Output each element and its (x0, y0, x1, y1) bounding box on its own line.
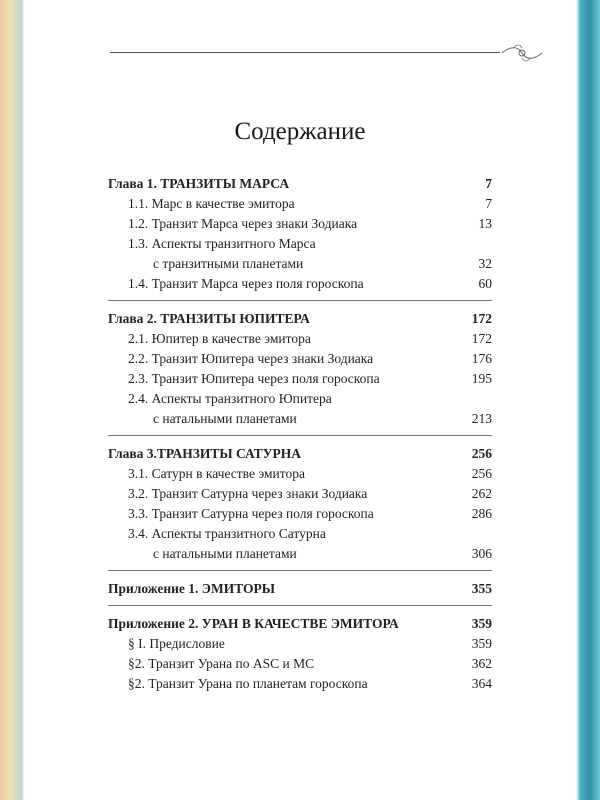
entry-page-number: 286 (471, 506, 492, 521)
entry-title (108, 654, 452, 674)
chapter-title: Глава 1. ТРАНЗИТЫ МАРСА (108, 176, 290, 191)
entry-page-number: 256 (471, 466, 492, 481)
floral-ornament-icon (500, 42, 544, 64)
section-divider (108, 570, 492, 571)
entry-page-number: 359 (471, 636, 492, 651)
entry-title-line: с натальными планетами (153, 411, 297, 426)
toc-entry-row[interactable] (108, 504, 492, 524)
entry-page-number: 195 (471, 371, 492, 386)
entry-title-line: 3.3. Транзит Сатурна через поля гороскопа (128, 506, 374, 521)
entry-title (108, 234, 452, 274)
entry-title (108, 634, 452, 654)
chapter-page-number: 355 (471, 581, 492, 596)
toc-entry-row[interactable] (108, 194, 492, 214)
toc-entry-row[interactable] (108, 484, 492, 504)
entry-title (108, 464, 452, 484)
entry-title-line: 2.2. Транзит Юпитера через знаки Зодиака (128, 351, 374, 366)
entry-title-line: 1.4. Транзит Марса через поля гороскопа (128, 276, 364, 291)
entry-title-line: 1.3. Аспекты транзитного Марса (128, 236, 316, 251)
section-divider (108, 435, 492, 436)
chapter-title: Приложение 1. ЭМИТОРЫ (108, 581, 276, 596)
chapter-page-number: 359 (471, 616, 492, 631)
toc-entry-row[interactable] (108, 674, 492, 694)
entry-title (108, 674, 452, 694)
entry-title-line: 2.3. Транзит Юпитера через поля гороскопа (128, 371, 380, 386)
entry-title (108, 214, 452, 234)
entry-page-number: 13 (478, 216, 492, 231)
chapter-page-number: 256 (471, 446, 492, 461)
entry-title (108, 349, 452, 369)
page-title: Содержание (234, 118, 366, 145)
table-of-contents (108, 174, 492, 694)
entry-title-line: с натальными планетами (153, 546, 297, 561)
toc-entry-row[interactable] (108, 214, 492, 234)
entry-title-line: 2.4. Аспекты транзитного Юпитера (128, 391, 332, 406)
toc-entry-row[interactable] (108, 369, 492, 389)
entry-title-line: §2. Транзит Урана по ASC и MC (128, 656, 315, 671)
entry-page-number: 364 (471, 676, 492, 691)
toc-chapter-row[interactable] (108, 174, 492, 194)
header-rule (110, 52, 500, 53)
toc-entry-row[interactable] (108, 654, 492, 674)
toc-entry-row[interactable] (108, 634, 492, 654)
section-divider (108, 300, 492, 301)
chapter-title: Глава 2. ТРАНЗИТЫ ЮПИТЕРА (108, 311, 310, 326)
entry-title (108, 274, 452, 294)
toc-chapter-row[interactable] (108, 614, 492, 634)
toc-entry-row[interactable] (108, 389, 492, 429)
entry-page-number: 172 (471, 331, 492, 346)
entry-title (108, 194, 452, 214)
entry-page-number: 60 (478, 276, 492, 291)
entry-page-number: 32 (478, 256, 492, 271)
entry-title-line: 3.4. Аспекты транзитного Сатурна (128, 526, 326, 541)
chapter-title: Глава 3.ТРАНЗИТЫ САТУРНА (108, 446, 302, 461)
toc-entry-row[interactable] (108, 349, 492, 369)
entry-title-line: с транзитными планетами (153, 256, 304, 271)
entry-title-line: 3.1. Сатурн в качестве эмитора (128, 466, 305, 481)
entry-title (108, 524, 452, 564)
entry-page-number: 262 (471, 486, 492, 501)
chapter-title: Приложение 2. УРАН В КАЧЕСТВЕ ЭМИТОРА (108, 616, 399, 631)
entry-title-line: § I. Предисловие (128, 636, 225, 651)
toc-chapter-row[interactable] (108, 309, 492, 329)
entry-page-number: 176 (471, 351, 492, 366)
entry-title-line: 1.2. Транзит Марса через знаки Зодиака (128, 216, 358, 231)
toc-entry-row[interactable] (108, 464, 492, 484)
entry-title (108, 369, 452, 389)
entry-title (108, 389, 452, 429)
toc-entry-row[interactable] (108, 234, 492, 274)
chapter-page-number: 172 (471, 311, 492, 326)
toc-entry-row[interactable] (108, 329, 492, 349)
toc-chapter-row[interactable] (108, 579, 492, 599)
chapter-page-number: 7 (485, 176, 492, 191)
entry-page-number: 7 (485, 196, 492, 211)
toc-chapter-row[interactable] (108, 444, 492, 464)
entry-page-number: 362 (471, 656, 492, 671)
entry-title (108, 504, 452, 524)
entry-title-line: 2.1. Юпитер в качестве эмитора (128, 331, 311, 346)
entry-title-line: 3.2. Транзит Сатурна через знаки Зодиака (128, 486, 368, 501)
entry-title (108, 329, 452, 349)
section-divider (108, 605, 492, 606)
toc-entry-row[interactable] (108, 274, 492, 294)
entry-title (108, 484, 452, 504)
entry-page-number: 306 (471, 546, 492, 561)
entry-page-number: 213 (471, 411, 492, 426)
toc-entry-row[interactable] (108, 524, 492, 564)
entry-title-line: 1.1. Марс в качестве эмитора (128, 196, 295, 211)
entry-title-line: §2. Транзит Урана по планетам гороскопа (128, 676, 368, 691)
